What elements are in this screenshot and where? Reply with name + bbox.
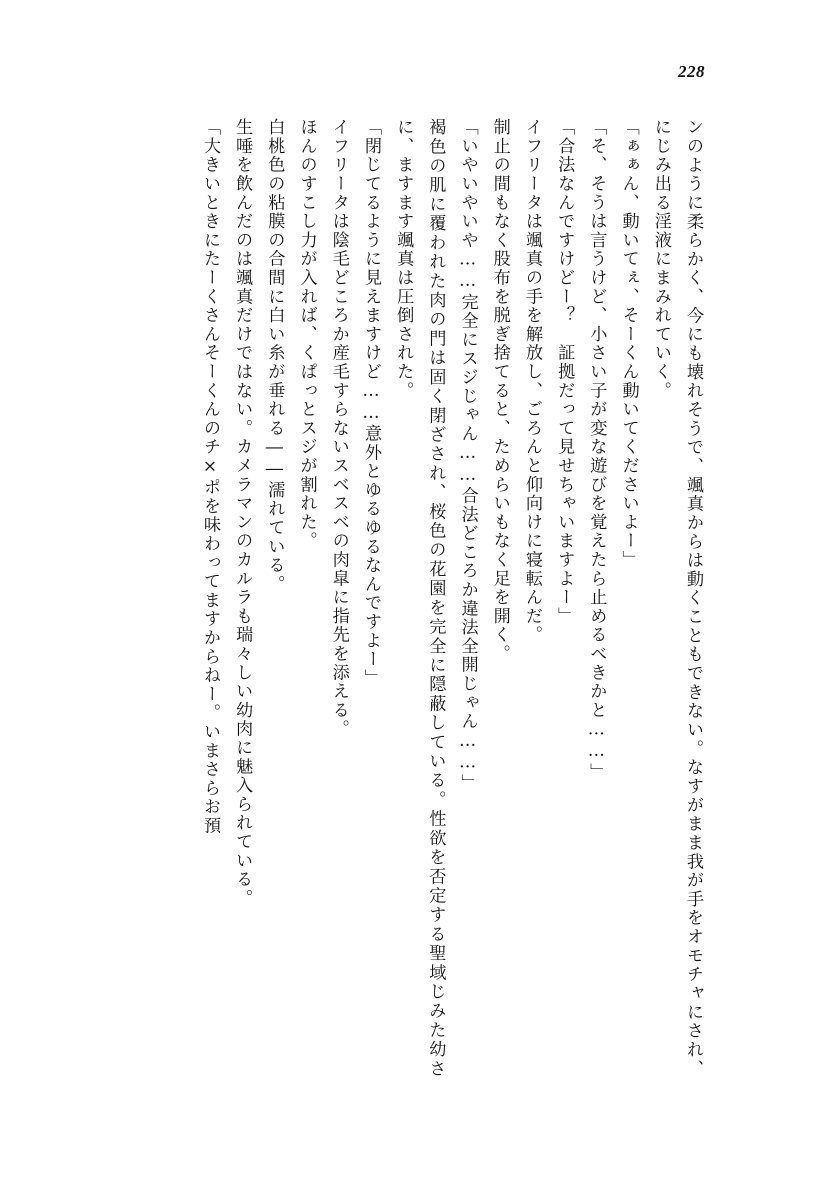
paragraph: 制止の間もなく股布を脱ぎ捨てると、ためらいもなく足を開く。 bbox=[489, 118, 510, 664]
paragraph: 生唾を飲んだのは颯真だけではない。カメラマンのカルラも瑞々しい幼肉に魅入られている。 bbox=[232, 118, 253, 908]
paragraph: イフリータは颯真の手を解放し、ごろんと仰向けに寝転んだ。 bbox=[521, 118, 542, 645]
paragraph: 「ぁぁん、動いてぇ、そーくん動いてくださいよー」 bbox=[618, 118, 639, 570]
paragraph: 「そ、そうは言うけど、小さい子が変な遊びを覚えたら止めるべきかと……」 bbox=[586, 118, 607, 782]
paragraph: 「いやいやいや……完全にスジじゃん……合法どころか違法全開じゃん……」 bbox=[457, 118, 478, 793]
paragraph: 「大きいときにたーくさんそーくんのチ×ポを味わってますからねー。いまさらお預 bbox=[199, 118, 220, 836]
paragraph: ンのように柔らかく、今にも壊れそうで、颯真からは動くこともできない。なすがまま我が手をオモチャにされ、にじみ出る淫液にまみれていく。 bbox=[650, 118, 703, 1078]
paragraph: 「合法なんですけどー？ 証拠だって見せちゃいますよー」 bbox=[554, 118, 575, 626]
paragraph: 「閉じてるように見えますけど……意外とゆるゆるなんですよー」 bbox=[360, 118, 381, 688]
paragraph: 褐色の肌に覆われた肉の門は固く閉ざされ、桜色の花園を完全に隠蔽している。性欲を否定する聖域じみた幼さに、ますます颯真は圧倒された。 bbox=[393, 118, 446, 1078]
paragraph: 白桃色の粘膜の合間に白い糸が垂れる――濡れている。 bbox=[264, 118, 285, 594]
paragraph: ほんのすこし力が入れば、くぱっとスジが割れた。 bbox=[296, 118, 317, 551]
body-text-block bbox=[72, 118, 709, 1078]
page-number: 228 bbox=[678, 62, 705, 81]
paragraph: イフリータは陰毛どころか産毛すらないスベスベの肉皐に指先を添える。 bbox=[328, 118, 349, 739]
